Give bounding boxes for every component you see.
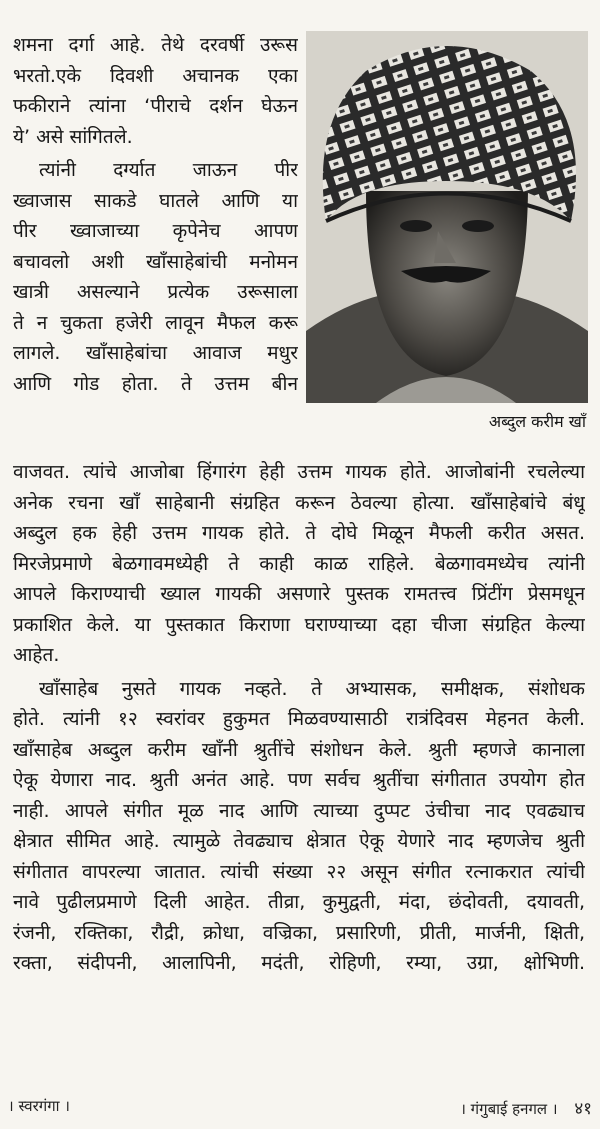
text-line: ख्वाजास साकडे घातले आणि या: [13, 189, 298, 212]
text-line: अब्दुल हक हेही उत्तम गायक होते. ते दोघे मिळून मैफली करीत असत.: [13, 522, 585, 544]
photo-caption: अब्दुल करीम खाँ: [488, 412, 586, 431]
chapter-title: । गंगुबाई हनगल ।: [460, 1100, 558, 1118]
text-line: पीर ख्वाजाच्या कृपेनेच आपण: [13, 220, 298, 242]
text-line: अनेक रचना खाँ साहेबानी संग्रहित करून ठेवल्या होत्या. खाँसाहेबांचे बंधू: [13, 491, 585, 514]
text-line: रंजनी, रक्तिका, रौद्री, क्रोधा, वज्रिका, प्रसारिणी, प्रीती, मार्जनी, क्षिती,: [13, 921, 585, 944]
text-line: नावे पुढीलप्रमाणे दिली आहेत. तीव्रा, कुमुद्वती, मंदा, छंदोवती, दयावती,: [13, 891, 585, 913]
text-line: संगीतात वापरल्या जातात. त्यांची संख्या २२ असून संगीत रत्नाकरात त्यांची: [13, 860, 585, 883]
text-line: त्यांनी दर्ग्यात जाऊन पीर: [39, 159, 298, 181]
text-line: क्षेत्रात सीमित आहे. त्यामुळे तेवढ्याच क्षेत्रात ऐकू येणारे नाद म्हणजेच श्रुती: [13, 830, 585, 852]
text-line: वाजवत. त्यांचे आजोबा हिंगारंग हेही उत्तम गायक होते. आजोबांनी रचलेल्या: [13, 461, 585, 483]
text-line: खाँसाहेब अब्दुल करीम खाँनी श्रुतींचे संशोधन केले. श्रुती म्हणजे कानाला: [13, 738, 585, 761]
text-line: भरतो.एके दिवशी अचानक एका: [13, 64, 298, 87]
portrait-photo: [306, 31, 588, 403]
text-line: आणि गोड होता. ते उत्तम बीन: [13, 372, 298, 395]
text-line: ये’ असे सांगितले.: [13, 125, 133, 148]
text-full-width: [13, 457, 585, 979]
text-line: ऐकू येणारा नाद. श्रुती अनंत आहे. पण सर्वच श्रुतींचा संगीतात उपयोग होत: [13, 769, 585, 791]
text-line: नाही. आपले संगीत मूळ नाद आणि त्याच्या दुप्पट उंचीचा नाद एवढ्याच: [13, 799, 585, 822]
text-column-beside-photo: [13, 30, 298, 399]
text-line: आहेत.: [13, 644, 60, 666]
text-line: रक्ता, संदीपनी, आलापिनी, मदंती, रोहिणी, रम्या, उग्रा, क्षोभिणी.: [13, 952, 585, 974]
text-line: प्रकाशित केले. या पुस्तकात किराणा घराण्याच्या दहा चीजा संग्रहित केल्या: [13, 613, 585, 636]
text-line: फकीराने त्यांना ‘पीराचे दर्शन घेऊन: [13, 95, 298, 117]
text-line: बचावलो अशी खाँसाहेबांची मनोमन: [13, 250, 298, 273]
footer-right: [460, 1096, 592, 1119]
text-line: खात्री असल्याने प्रत्येक उरूसाला: [13, 281, 298, 303]
text-line: आपले किराण्याची ख्याल गायकी असणारे पुस्तक रामतत्त्व प्रिंटींग प्रेसमधून: [13, 583, 585, 605]
text-line: लागले. खाँसाहेबांचा आवाज मधुर: [13, 342, 298, 364]
text-line: शमना दर्गा आहे. तेथे दरवर्षी उरूस: [13, 34, 298, 56]
text-line: ते न चुकता हजेरी लावून मैफल करू: [13, 311, 298, 334]
text-line: मिरजेप्रमाणे बेळगावमध्येही ते काही काळ राहिले. बेळगावमध्येच त्यांनी: [13, 552, 585, 575]
book-title: । स्वरगंगा ।: [8, 1097, 70, 1115]
page-number: ४१: [574, 1099, 592, 1119]
text-line: खाँसाहेब नुसते गायक नव्हते. ते अभ्यासक, समीक्षक, संशोधक: [39, 677, 585, 700]
text-line: होते. त्यांनी १२ स्वरांवर हुकुमत मिळवण्यासाठी रात्रंदिवस मेहनत केली.: [13, 708, 585, 730]
